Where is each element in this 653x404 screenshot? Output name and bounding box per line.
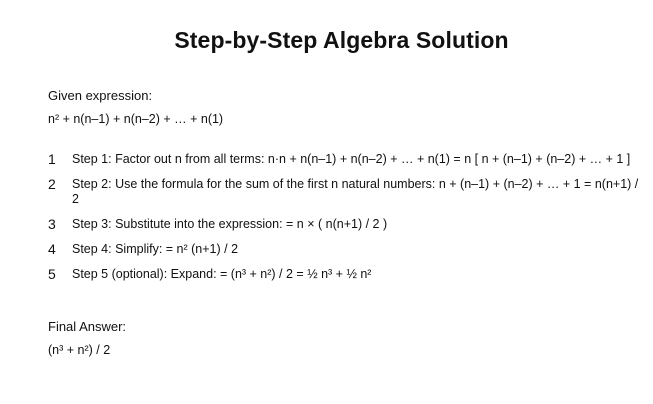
page-title: Step-by-Step Algebra Solution	[174, 27, 509, 53]
step-number: 3	[48, 216, 56, 232]
solution-step-2	[48, 177, 640, 207]
final-answer-label: Final Answer:	[48, 319, 127, 334]
given-expression: n² + n(n–1) + n(n–2) + … + n(1)	[48, 112, 224, 126]
step-number: 4	[48, 241, 56, 257]
step-text: Step 4: Simplify: = n² (n+1) / 2	[72, 242, 239, 256]
step-text: Step 2: Use the formula for the sum of the first n natural numbers: n + (n–1) + (n–2) + … + 1 = n(n+1) / 2	[72, 177, 639, 206]
given-expression-label: Given expression:	[48, 88, 153, 103]
step-text: Step 3: Substitute into the expression: = n × ( n(n+1) / 2 )	[72, 217, 388, 231]
step-number: 5	[48, 266, 56, 282]
step-text: Step 5 (optional): Expand: = (n³ + n²) / 2 = ½ n³ + ½ n²	[72, 267, 372, 281]
final-answer-expression: (n³ + n²) / 2	[48, 343, 111, 357]
solution-step-5	[48, 267, 640, 282]
step-number: 2	[48, 176, 56, 192]
step-text: Step 1: Factor out n from all terms: n·n + n(n–1) + n(n–2) + … + n(1) = n [ n + (n–1) + (n–2) + … + 1 ]	[72, 152, 631, 166]
solution-step-3	[48, 217, 640, 232]
solution-steps-list	[48, 152, 640, 292]
solution-step-1	[48, 152, 640, 167]
solution-step-4	[48, 242, 640, 257]
step-number: 1	[48, 151, 56, 167]
